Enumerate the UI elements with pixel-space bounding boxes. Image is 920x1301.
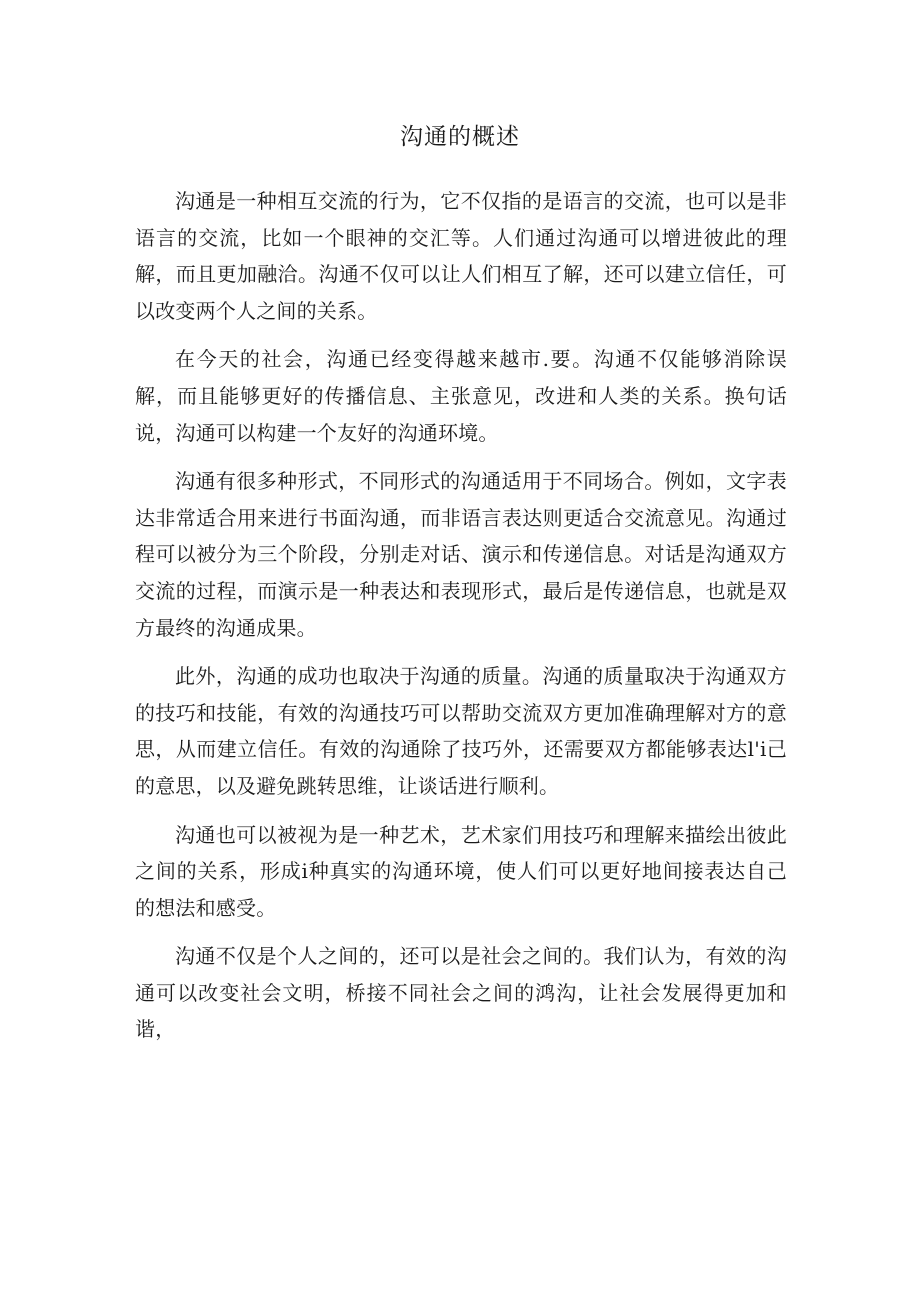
- paragraph: 沟通有很多种形式，不同形式的沟通适用于不同场合。例如，文字表达非常适合用来进行书面沟通，而非语言表达则更适合交流意见。沟通过程可以被分为三个阶段，分别走对话、演示和传递信息。对话是沟通双方交流的过程，而演示是一种表达和表现形式，最后是传递信息，也就是双方最终的沟通成果。: [135, 469, 787, 640]
- paragraph: 此外，沟通的成功也取决于沟通的质量。沟通的质量取决于沟通双方的技巧和技能，有效的沟通技巧可以帮助交流双方更加准确理解对方的意思，从而建立信任。有效的沟通除了技巧外，还需要双方都能够表达l'i己的意思，以及避免跳转思维，让谈话进行顺利。: [135, 664, 787, 798]
- paragraph: 沟通不仅是个人之间的，还可以是社会之间的。我们认为，有效的沟通可以改变社会文明，桥接不同社会之间的鸿沟，让社会发展得更加和谐，: [135, 944, 787, 1042]
- document-title: 沟通的概述: [400, 124, 520, 150]
- paragraph: 沟通也可以被视为是一种艺术，艺术家们用技巧和理解来描绘出彼此之间的关系，形成i种真实的沟通环境，使人们可以更好地间接表达自己的想法和感受。: [135, 822, 787, 920]
- paragraph: 沟通是一种相互交流的行为，它不仅指的是语言的交流，也可以是非语言的交流，比如一个眼神的交汇等。人们通过沟通可以增进彼此的理解，而且更加融洽。沟通不仅可以让人们相互了解，还可以建立信任，可以改变两个人之间的关系。: [135, 189, 787, 323]
- paragraph: 在今天的社会，沟通已经变得越来越市.要。沟通不仅能够消除误解，而且能够更好的传播信息、主张意见，改进和人类的关系。换句话说，沟通可以构建一个友好的沟通环境。: [135, 347, 787, 445]
- document-body: [135, 183, 787, 1060]
